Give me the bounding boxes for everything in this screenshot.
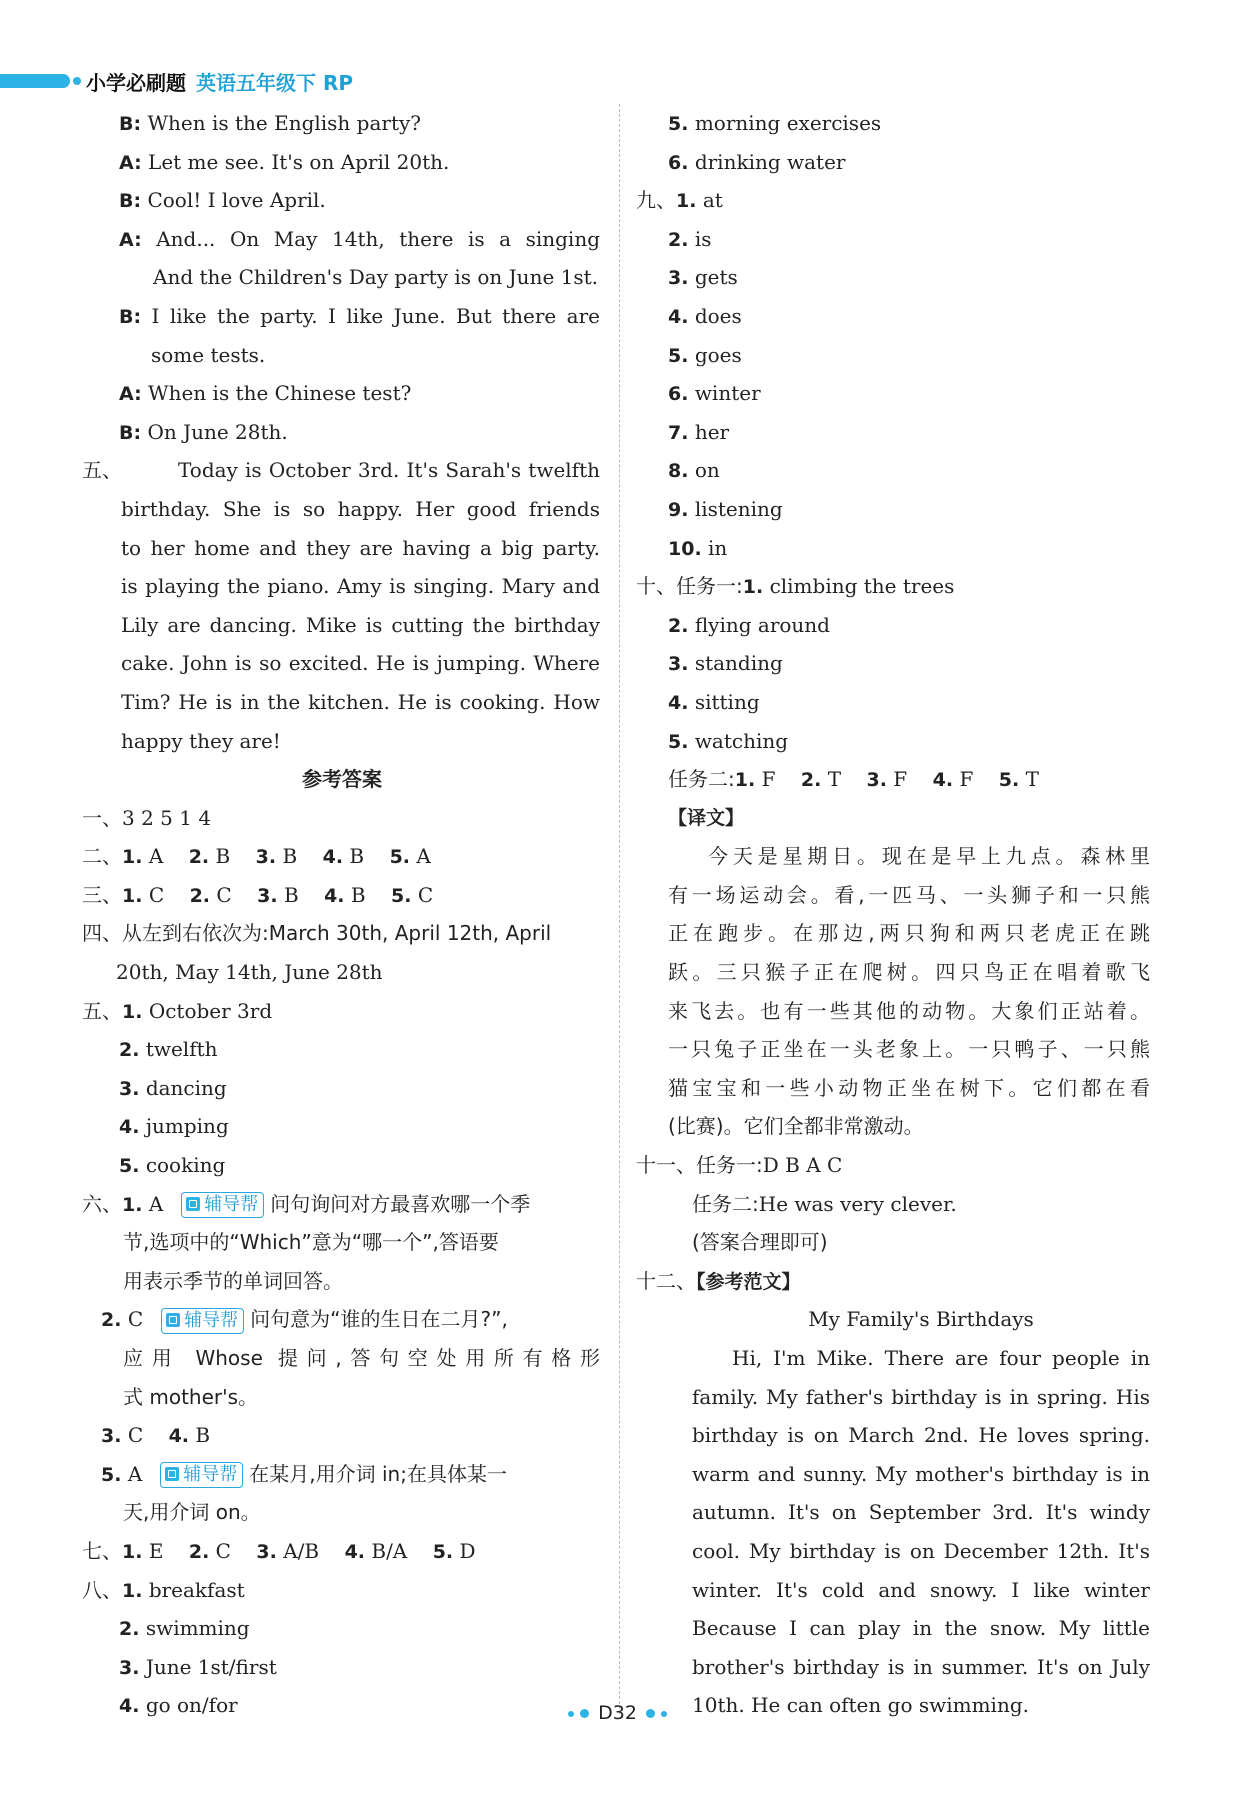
answer-section-2: 二、1. A 2. B 3. B 4. B 5. A	[82, 844, 431, 869]
essay-line: warm and sunny. My mother's birthday is in	[692, 1461, 1150, 1486]
dialog-line: B: I like the party. I like June. But there are	[119, 303, 600, 328]
answer-item: 2. flying around	[668, 612, 830, 637]
translation-line: 一只兔子正坐在一头老象上。一只鸭子、一只熊	[668, 1037, 1150, 1062]
passage-line: Lily are dancing. Mike is cutting the birthday	[121, 612, 600, 637]
answer-item: 4. sitting	[668, 689, 760, 714]
answer-item: 10. in	[668, 535, 728, 560]
essay-line: Because I can play in the snow. My little	[692, 1616, 1150, 1641]
answer-item: 3. standing	[668, 651, 783, 676]
answer-section-5: 五、1. October 3rd	[82, 998, 273, 1023]
essay-line: brother's birthday is in summer. It's on July	[692, 1654, 1150, 1679]
explanation-line: 用表示季节的单词回答。	[123, 1268, 343, 1293]
passage-line: Tim? He is in the kitchen. He is cooking. How	[121, 689, 600, 714]
explanation-line: 式 mother's。	[123, 1384, 259, 1409]
essay-line: winter. It's cold and snowy. I like winter	[692, 1577, 1150, 1602]
column-divider	[619, 104, 620, 1714]
explanation-line: 天,用介词 on。	[123, 1500, 261, 1525]
answer-item: 3. dancing	[119, 1075, 227, 1100]
essay-line: autumn. It's on September 3rd. It's windy	[692, 1500, 1150, 1525]
answer-item: 2. C 辅导帮 问句意为“谁的生日在二月?”,	[82, 1300, 602, 1339]
answer-item: 6. winter	[668, 381, 761, 406]
translation-line: 有一场运动会。看,一匹马、一头狮子和一只熊	[668, 882, 1150, 907]
answer-section-1: 一、3 2 5 1 4	[82, 805, 212, 830]
passage-line: happy they are!	[121, 728, 281, 753]
answer-section-9: 九、1. at	[636, 188, 723, 213]
book-icon	[165, 1467, 179, 1481]
answer-item: 8. on	[668, 458, 720, 483]
translation-line: 来飞去。也有一些其他的动物。大象们正站着。	[668, 998, 1150, 1023]
translation-line: (比赛)。它们全都非常激动。	[668, 1114, 924, 1139]
helper-badge: 辅导帮	[181, 1192, 264, 1218]
right-column	[636, 104, 1150, 1725]
dialog-line: And the Children's Day party is on June 1st.	[153, 265, 599, 290]
translation-line: 猫宝宝和一些小动物正坐在树下。它们都在看	[668, 1075, 1150, 1100]
translation-line: 跃。三只猴子正在爬树。四只鸟正在唱着歌飞	[668, 960, 1150, 985]
translation-line: 正在跑步。在那边,两只狗和两只老虎正在跳	[668, 921, 1150, 946]
essay-line: cool. My birthday is on December 12th. It's	[692, 1538, 1150, 1563]
answer-item: 4. does	[668, 303, 742, 328]
passage-line: birthday. She is so happy. Her good friends	[121, 496, 600, 521]
dialog-line: B: On June 28th.	[119, 419, 288, 444]
answer-item: 2. swimming	[119, 1616, 250, 1641]
header-accent-bar	[0, 74, 70, 88]
essay-line: birthday is on March 2nd. He loves spring.	[692, 1423, 1150, 1448]
answer-item: 9. listening	[668, 496, 783, 521]
book-subtitle: 英语五年级下 RP	[196, 71, 354, 95]
translation-label: 【译文】	[668, 806, 745, 829]
translation-line: 今天是星期日。现在是早上九点。森林里	[708, 844, 1150, 869]
answer-note: (答案合理即可)	[692, 1230, 828, 1255]
answer-section-3: 三、1. C 2. C 3. B 4. B 5. C	[82, 882, 434, 907]
answer-item: 4. jumping	[119, 1114, 229, 1139]
header-title	[86, 67, 353, 96]
task2-answers: 任务二:1. F 2. T 3. F 4. F 5. T	[668, 767, 1039, 792]
answer-item: 5. watching	[668, 728, 789, 753]
page-number: D32	[598, 1702, 637, 1724]
answer-section-7: 七、1. E 2. C 3. A/B 4. B/A 5. D	[82, 1538, 476, 1563]
page-header	[0, 66, 520, 96]
explanation-line: 应用 Whose 提问,答句空处用所有格形	[123, 1346, 600, 1370]
passage-line: to her home and they are having a big party.	[121, 535, 600, 560]
answers-title: 参考答案	[302, 767, 382, 792]
answer-section-4-cont: 20th, May 14th, June 28th	[116, 960, 383, 985]
answer-item: 3. gets	[668, 265, 738, 290]
answer-item: 4. go on/for	[119, 1693, 238, 1718]
book-title: 小学必刷题	[86, 71, 186, 95]
answer-item: 3. June 1st/first	[119, 1654, 277, 1679]
helper-badge: 辅导帮	[160, 1462, 243, 1488]
answer-item: 5. A 辅导帮 在某月,用介词 in;在具体某一	[82, 1455, 602, 1494]
answer-item: 2. twelfth	[119, 1037, 218, 1062]
footer-dot	[568, 1711, 574, 1717]
helper-badge: 辅导帮	[161, 1308, 244, 1334]
essay-line: family. My father's birthday is in spring. His	[692, 1384, 1150, 1409]
book-icon	[166, 1313, 180, 1327]
answer-section-4: 四、从左到右依次为:March 30th, April 12th, April	[82, 921, 552, 946]
answer-item: 5. cooking	[119, 1153, 226, 1178]
dialog-line: A: And... On May 14th, there is a singing	[119, 226, 600, 251]
dialog-line: B: Cool! I love April.	[119, 188, 326, 213]
essay-title: My Family's Birthdays	[808, 1307, 1034, 1332]
page-footer	[0, 1702, 1235, 1724]
essay-line: Hi, I'm Mike. There are four people in	[732, 1346, 1150, 1370]
answer-section-10: 十、任务一:1. climbing the trees	[636, 574, 955, 599]
essay-line: 10th. He can often go swimming.	[692, 1693, 1029, 1718]
left-column	[82, 104, 602, 1725]
dialog-line: A: Let me see. It's on April 20th.	[119, 149, 450, 174]
answer-section-12: 十二、【参考范文】	[636, 1268, 801, 1293]
header-accent-dot	[73, 77, 81, 85]
passage-line: 五、 Today is October 3rd. It's Sarah's twelfth	[82, 458, 600, 483]
dialog-line: A: When is the Chinese test?	[119, 381, 412, 406]
dialog-line: some tests.	[151, 342, 266, 367]
footer-dot	[580, 1709, 589, 1718]
answer-section-8: 八、1. breakfast	[82, 1577, 245, 1602]
answer-item: 6. drinking water	[668, 149, 846, 174]
book-icon	[186, 1197, 200, 1211]
answer-item: 2. is	[668, 226, 712, 251]
answer-item: 5. goes	[668, 342, 742, 367]
answer-section-6: 六、1. A 辅导帮 问句询问对方最喜欢哪一个季	[82, 1185, 602, 1224]
dialog-line: B: When is the English party?	[119, 111, 422, 135]
passage-line: is playing the piano. Amy is singing. Mary and	[121, 574, 600, 599]
answer-item: 5. morning exercises	[668, 111, 882, 135]
footer-dot	[661, 1711, 667, 1717]
answer-section-11: 十一、任务一:D B A C	[636, 1153, 843, 1178]
answer-item: 3. C 4. B	[101, 1423, 211, 1448]
passage-line: cake. John is so excited. He is jumping. Where	[121, 651, 600, 676]
explanation-line: 节,选项中的“Which”意为“哪一个”,答语要	[123, 1230, 499, 1255]
answer-item: 任务二:He was very clever.	[692, 1191, 957, 1216]
footer-dot	[646, 1709, 655, 1718]
answer-item: 7. her	[668, 419, 730, 444]
